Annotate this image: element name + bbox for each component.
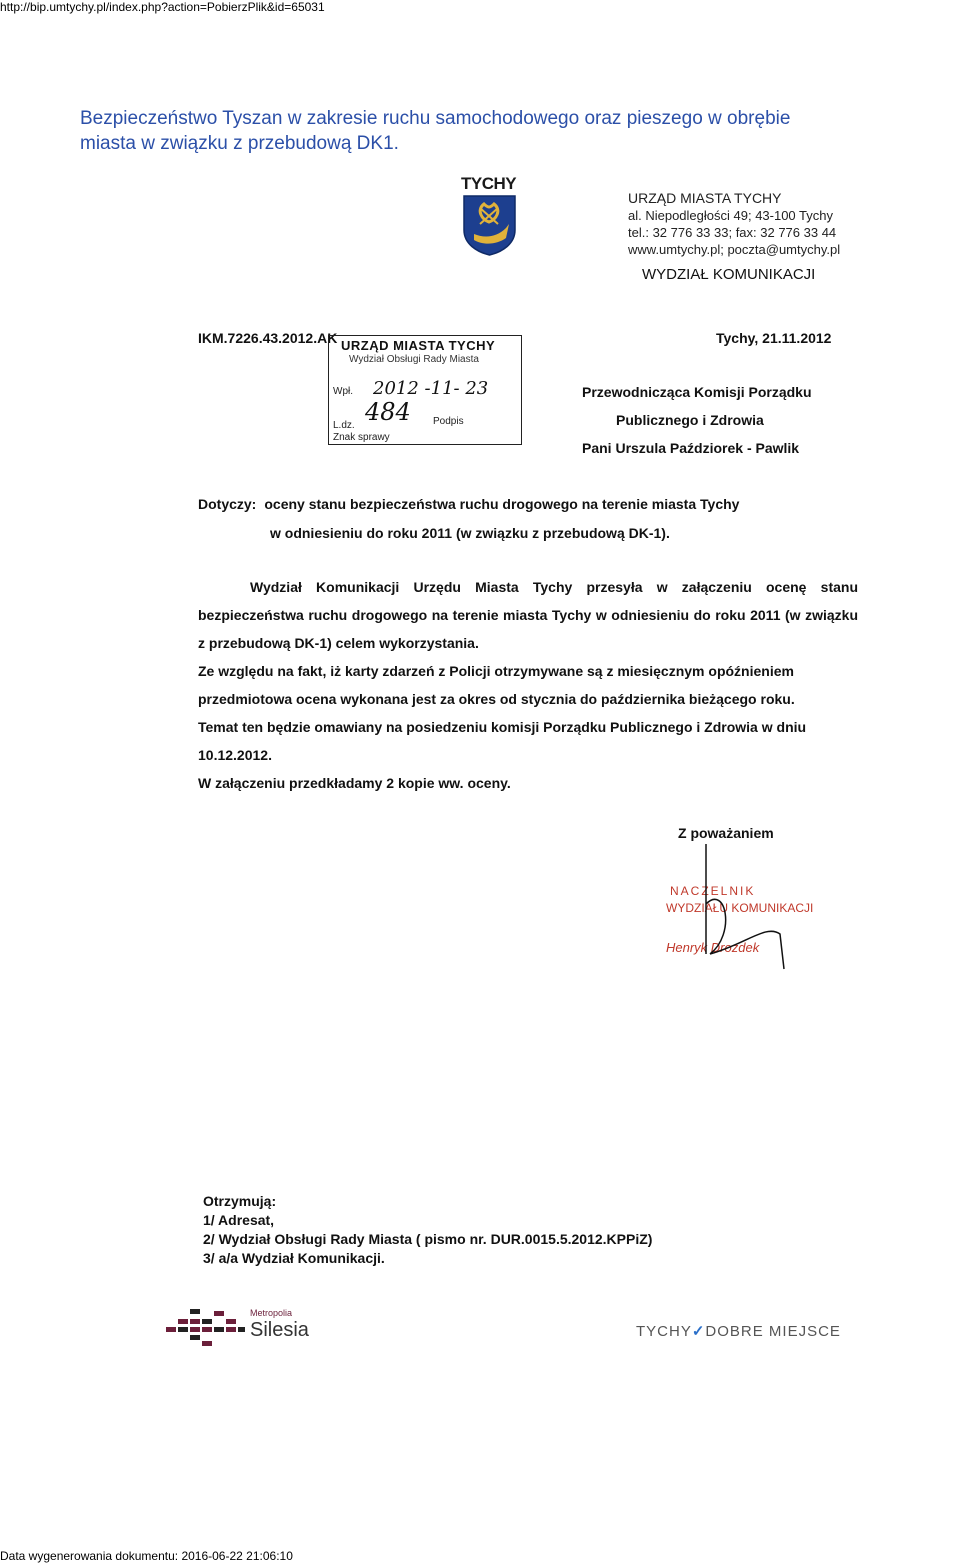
- letter-body: [198, 573, 858, 797]
- registration-stamp: [328, 335, 522, 445]
- paragraph: W załączeniu przedkładamy 2 kopie ww. oceny.: [198, 775, 511, 791]
- paragraph: Ze względu na fakt, iż karty zdarzeń z Policji otrzymywane są z miesięcznym opóźnieniem przedmiotowa ocena wykonana jest za okres od stycznia do października bieżącego roku.: [198, 663, 795, 707]
- department-name: WYDZIAŁ KOMUNIKACJI: [642, 266, 816, 283]
- generation-footer: Data wygenerowania dokumentu: 2016-06-22 21:06:10: [0, 1549, 293, 1563]
- office-address: al. Niepodległości 49; 43-100 Tychy: [628, 208, 833, 223]
- stamp-number-label: L.dz.: [333, 420, 355, 431]
- paragraph: Wydział Komunikacji Urzędu Miasta Tychy przesyła w załączeniu ocenę stanu bezpieczeństwa ruchu drogowego na terenie miasta Tychy w odniesieniu do roku 2011 (w związku z przebudową DK-1) celem wykorzystania.: [198, 579, 858, 651]
- letter-date: Tychy, 21.11.2012: [716, 330, 832, 346]
- addressee-line-3: Pani Urszula Paździorek - Pawlik: [582, 440, 800, 456]
- crest-label: TYCHY: [461, 174, 517, 193]
- tychy-dobre-miejsce-logo: [636, 1322, 841, 1340]
- recipients-header: Otrzymują:: [203, 1193, 277, 1209]
- logo-text-tychy: TYCHY: [636, 1323, 692, 1340]
- signature-stamp: [640, 884, 830, 974]
- paragraph: Temat ten będzie omawiany na posiedzeniu komisji Porządku Publicznego i Zdrowia w dniu 10.12.2012.: [198, 719, 807, 763]
- city-crest-icon: [462, 194, 517, 256]
- metropolia-silesia-logo: [166, 1305, 316, 1349]
- office-web: www.umtychy.pl; poczta@umtychy.pl: [628, 242, 841, 257]
- reference-number: IKM.7226.43.2012.AK: [198, 330, 338, 346]
- logo-text-dobre-miejsce: DOBRE MIEJSCE: [705, 1323, 841, 1340]
- stamp-entry-number: 484: [365, 398, 411, 426]
- signature-title-2: WYDZIAŁU KOMUNIKACJI: [666, 901, 814, 915]
- signature-title-1: NACZELNIK: [670, 884, 756, 898]
- office-name: URZĄD MIASTA TYCHY: [628, 190, 782, 206]
- stamp-case-label: Znak sprawy: [333, 432, 390, 443]
- addressee-line-2: Publicznego i Zdrowia: [616, 412, 764, 428]
- stamp-received-date: 2012 -11- 23: [373, 378, 489, 399]
- addressee-block: [582, 378, 812, 462]
- page-title: Bezpieczeństwo Tyszan w zakresie ruchu samochodowego oraz pieszego w obrębie miasta w związku z przebudową DK1.: [80, 108, 791, 154]
- recipient-item: 1/ Adresat,: [203, 1212, 275, 1228]
- recipient-item: 2/ Wydział Obsługi Rady Miasta ( pismo nr. DUR.0015.5.2012.KPPiZ): [203, 1231, 653, 1247]
- url-header: http://bip.umtychy.pl/index.php?action=PobierzPlik&id=65031: [0, 0, 325, 14]
- silesia-mark-icon: [166, 1305, 246, 1349]
- handwritten-signature-icon: [696, 844, 796, 974]
- stamp-signature-label: Podpis: [433, 416, 464, 427]
- addressee-line-1: Przewodnicząca Komisji Porządku: [582, 384, 812, 400]
- closing: Z poważaniem: [678, 825, 774, 841]
- concerning-line-2: w odniesieniu do roku 2011 (w związku z przebudową DK-1).: [270, 525, 670, 541]
- office-address-block: [628, 190, 840, 258]
- recipient-item: 3/ a/a Wydział Komunikacji.: [203, 1250, 385, 1266]
- signature-name: Henryk Drozdek: [666, 940, 760, 955]
- office-phone: tel.: 32 776 33 33; fax: 32 776 33 44: [628, 225, 837, 240]
- stamp-received-label: Wpł.: [333, 386, 353, 397]
- stamp-title: URZĄD MIASTA TYCHY: [341, 338, 496, 353]
- concerning-block: [198, 490, 858, 548]
- silesia-label: Silesia: [250, 1319, 309, 1341]
- concerning-label: Dotyczy:: [198, 496, 257, 512]
- concerning-line-1: oceny stanu bezpieczeństwa ruchu drogowego na terenie miasta Tychy: [264, 496, 740, 512]
- metropolia-label: Metropolia: [250, 1308, 293, 1318]
- recipients-block: [203, 1192, 652, 1268]
- checkmark-icon: ✓: [691, 1323, 706, 1340]
- stamp-subtitle: Wydział Obsługi Rady Miasta: [349, 354, 479, 365]
